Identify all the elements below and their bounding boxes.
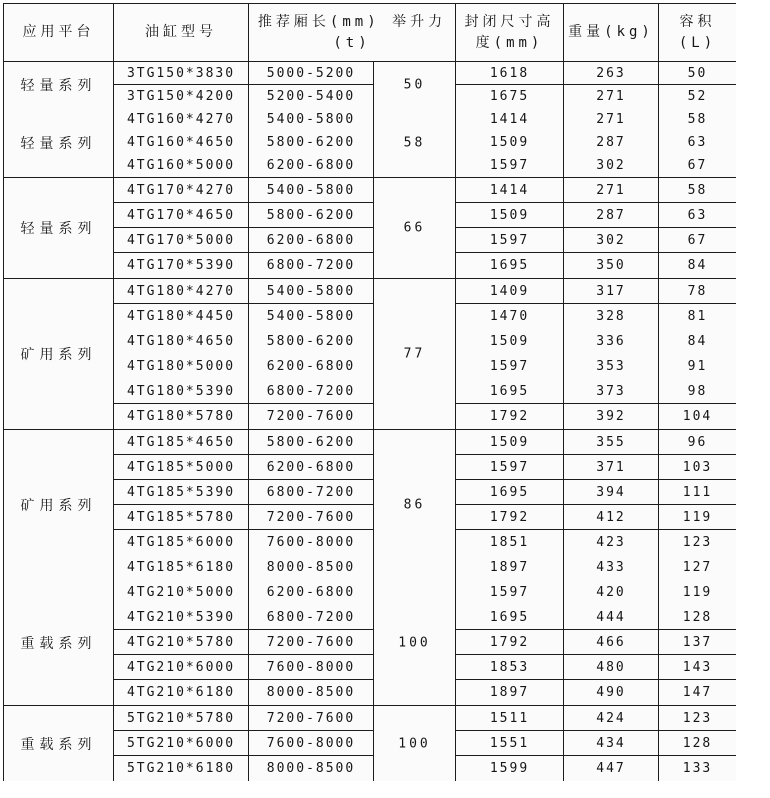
volume-cell: 143 xyxy=(659,655,736,680)
platform-label: 矿用系列 xyxy=(20,347,97,363)
volume-cell: 119 xyxy=(659,580,736,605)
box-length-cell: 5000-5200 xyxy=(249,62,374,85)
table-section xyxy=(4,705,736,781)
platform-label: 矿用系列 xyxy=(20,498,97,514)
weight-cell: 433 xyxy=(564,555,659,580)
model-cell: 5TG210*6180 xyxy=(114,756,249,781)
model-cell: 4TG180*5390 xyxy=(114,379,249,404)
box-length-cell: 5400-5800 xyxy=(249,108,374,131)
volume-cell: 58 xyxy=(659,178,736,203)
volume-cell: 91 xyxy=(659,354,736,379)
platform-cell xyxy=(4,178,114,278)
weight-cell: 424 xyxy=(564,706,659,731)
weight-cell: 434 xyxy=(564,731,659,756)
model-cell: 4TG210*5000 xyxy=(114,580,249,605)
model-cell: 3TG150*4200 xyxy=(114,85,249,108)
model-cell: 3TG150*3830 xyxy=(114,62,249,85)
header-closed-height: 封闭尺寸高度(mm) xyxy=(456,4,564,61)
model-cell: 4TG170*4650 xyxy=(114,203,249,228)
model-cell: 4TG170*5390 xyxy=(114,253,249,278)
weight-cell: 271 xyxy=(564,178,659,203)
closed-height-cell: 1792 xyxy=(456,630,564,655)
model-cell: 4TG210*5390 xyxy=(114,605,249,630)
box-length-cell: 5800-6200 xyxy=(249,203,374,228)
box-length-cell: 5400-5800 xyxy=(249,279,374,304)
model-cell: 4TG185*5390 xyxy=(114,480,249,505)
weight-cell: 336 xyxy=(564,329,659,354)
box-length-cell: 5800-6200 xyxy=(249,131,374,154)
closed-height-cell: 1409 xyxy=(456,279,564,304)
closed-height-cell: 1597 xyxy=(456,228,564,253)
closed-height-cell: 1509 xyxy=(456,329,564,354)
table-section xyxy=(4,177,736,278)
closed-height-cell: 1509 xyxy=(456,131,564,154)
header-volume: 容积(L) xyxy=(659,4,736,61)
box-length-cell: 8000-8500 xyxy=(249,756,374,781)
volume-cell: 104 xyxy=(659,404,736,429)
weight-cell: 466 xyxy=(564,630,659,655)
model-cell: 4TG170*4270 xyxy=(114,178,249,203)
platform-label: 轻量系列 xyxy=(20,78,97,94)
model-cell: 4TG185*4650 xyxy=(114,430,249,455)
model-cell: 4TG185*6000 xyxy=(114,530,249,555)
model-cell: 4TG185*5780 xyxy=(114,505,249,530)
lift-force-cell xyxy=(374,178,456,278)
table-section xyxy=(4,61,736,177)
weight-cell: 373 xyxy=(564,379,659,404)
lift-force-cell xyxy=(374,430,456,705)
lift-force-value: 50 xyxy=(403,77,426,93)
header-weight: 重量(kg) xyxy=(564,4,659,61)
closed-height-cell: 1695 xyxy=(456,605,564,630)
weight-cell: 447 xyxy=(564,756,659,781)
model-cell: 4TG180*5780 xyxy=(114,404,249,429)
volume-cell: 58 xyxy=(659,108,736,131)
closed-height-cell: 1897 xyxy=(456,680,564,705)
model-cell: 4TG210*5780 xyxy=(114,630,249,655)
box-length-cell: 7200-7600 xyxy=(249,404,374,429)
volume-cell: 123 xyxy=(659,706,736,731)
closed-height-cell: 1414 xyxy=(456,108,564,131)
closed-height-cell: 1695 xyxy=(456,480,564,505)
platform-cell xyxy=(4,706,114,781)
volume-cell: 50 xyxy=(659,62,736,85)
header-cylinder-model: 油缸型号 xyxy=(114,4,249,61)
model-cell: 4TG210*6000 xyxy=(114,655,249,680)
weight-cell: 271 xyxy=(564,85,659,108)
lift-force-cell xyxy=(374,279,456,429)
cylinder-spec-table xyxy=(3,3,736,781)
closed-height-cell: 1792 xyxy=(456,404,564,429)
weight-cell: 317 xyxy=(564,279,659,304)
closed-height-cell: 1597 xyxy=(456,455,564,480)
closed-height-cell: 1511 xyxy=(456,706,564,731)
volume-cell: 111 xyxy=(659,480,736,505)
box-length-cell: 6800-7200 xyxy=(249,379,374,404)
volume-cell: 84 xyxy=(659,329,736,354)
lift-force-value: 86 xyxy=(403,497,426,513)
weight-cell: 271 xyxy=(564,108,659,131)
model-cell: 4TG180*4450 xyxy=(114,304,249,329)
closed-height-cell: 1597 xyxy=(456,154,564,177)
box-length-cell: 5800-6200 xyxy=(249,430,374,455)
closed-height-cell: 1509 xyxy=(456,430,564,455)
model-cell: 4TG185*5000 xyxy=(114,455,249,480)
volume-cell: 123 xyxy=(659,530,736,555)
weight-cell: 423 xyxy=(564,530,659,555)
cylinder-table-body xyxy=(4,61,736,781)
box-length-cell: 6200-6800 xyxy=(249,455,374,480)
box-length-cell: 6200-6800 xyxy=(249,154,374,177)
platform-label: 轻量系列 xyxy=(20,135,97,152)
volume-cell: 84 xyxy=(659,253,736,278)
box-length-cell: 5400-5800 xyxy=(249,304,374,329)
box-length-cell: 5200-5400 xyxy=(249,85,374,108)
lift-force-value: 58 xyxy=(403,135,426,150)
volume-cell: 98 xyxy=(659,379,736,404)
weight-cell: 392 xyxy=(564,404,659,429)
closed-height-cell: 1853 xyxy=(456,655,564,680)
box-length-cell: 6800-7200 xyxy=(249,605,374,630)
model-cell: 4TG180*4270 xyxy=(114,279,249,304)
closed-height-cell: 1509 xyxy=(456,203,564,228)
weight-cell: 287 xyxy=(564,203,659,228)
model-cell: 4TG210*6180 xyxy=(114,680,249,705)
closed-height-cell: 1792 xyxy=(456,505,564,530)
volume-cell: 63 xyxy=(659,203,736,228)
header-application-platform: 应用平台 xyxy=(4,4,114,61)
closed-height-cell: 1695 xyxy=(456,379,564,404)
weight-cell: 412 xyxy=(564,505,659,530)
table-header-row xyxy=(4,4,736,61)
box-length-cell: 5400-5800 xyxy=(249,178,374,203)
model-cell: 4TG170*5000 xyxy=(114,228,249,253)
box-length-cell: 7600-8000 xyxy=(249,731,374,756)
closed-height-cell: 1599 xyxy=(456,756,564,781)
closed-height-cell: 1551 xyxy=(456,731,564,756)
volume-cell: 81 xyxy=(659,304,736,329)
weight-cell: 394 xyxy=(564,480,659,505)
closed-height-cell: 1675 xyxy=(456,85,564,108)
box-length-cell: 7200-7600 xyxy=(249,505,374,530)
weight-cell: 353 xyxy=(564,354,659,379)
box-length-cell: 5800-6200 xyxy=(249,329,374,354)
platform-label: 重载系列 xyxy=(20,635,97,652)
platform-cell xyxy=(4,279,114,429)
model-cell: 4TG160*4270 xyxy=(114,108,249,131)
closed-height-cell: 1897 xyxy=(456,555,564,580)
volume-cell: 63 xyxy=(659,131,736,154)
volume-cell: 103 xyxy=(659,455,736,480)
table-section xyxy=(4,278,736,429)
weight-cell: 328 xyxy=(564,304,659,329)
closed-height-cell: 1851 xyxy=(456,530,564,555)
weight-cell: 355 xyxy=(564,430,659,455)
model-cell: 5TG210*6000 xyxy=(114,731,249,756)
closed-height-cell: 1695 xyxy=(456,253,564,278)
volume-cell: 137 xyxy=(659,630,736,655)
box-length-cell: 6800-7200 xyxy=(249,253,374,278)
weight-cell: 420 xyxy=(564,580,659,605)
volume-cell: 119 xyxy=(659,505,736,530)
weight-cell: 302 xyxy=(564,228,659,253)
lift-force-cell xyxy=(374,62,456,177)
box-length-cell: 8000-8500 xyxy=(249,680,374,705)
box-length-cell: 7600-8000 xyxy=(249,655,374,680)
box-length-cell: 7600-8000 xyxy=(249,530,374,555)
volume-cell: 67 xyxy=(659,228,736,253)
weight-cell: 444 xyxy=(564,605,659,630)
closed-height-cell: 1414 xyxy=(456,178,564,203)
box-length-cell: 7200-7600 xyxy=(249,630,374,655)
weight-cell: 287 xyxy=(564,131,659,154)
platform-label: 轻量系列 xyxy=(20,221,97,237)
volume-cell: 147 xyxy=(659,680,736,705)
box-length-cell: 8000-8500 xyxy=(249,555,374,580)
weight-cell: 480 xyxy=(564,655,659,680)
box-length-cell: 7200-7600 xyxy=(249,706,374,731)
lift-force-value: 77 xyxy=(403,346,426,362)
platform-label: 重载系列 xyxy=(20,736,97,753)
model-cell: 5TG210*5780 xyxy=(114,706,249,731)
volume-cell: 78 xyxy=(659,279,736,304)
lift-force-cell xyxy=(374,706,456,781)
model-cell: 4TG160*5000 xyxy=(114,154,249,177)
platform-cell xyxy=(4,62,114,177)
model-cell: 4TG185*6180 xyxy=(114,555,249,580)
volume-cell: 127 xyxy=(659,555,736,580)
closed-height-cell: 1470 xyxy=(456,304,564,329)
model-cell: 4TG160*4650 xyxy=(114,131,249,154)
lift-force-value: 100 xyxy=(398,635,431,650)
weight-cell: 350 xyxy=(564,253,659,278)
weight-cell: 490 xyxy=(564,680,659,705)
box-length-cell: 6200-6800 xyxy=(249,580,374,605)
closed-height-cell: 1618 xyxy=(456,62,564,85)
volume-cell: 96 xyxy=(659,430,736,455)
lift-force-value: 100 xyxy=(398,736,431,751)
model-cell: 4TG180*4650 xyxy=(114,329,249,354)
lift-force-value: 66 xyxy=(403,220,426,236)
volume-cell: 128 xyxy=(659,605,736,630)
closed-height-cell: 1597 xyxy=(456,354,564,379)
weight-cell: 371 xyxy=(564,455,659,480)
closed-height-cell: 1597 xyxy=(456,580,564,605)
volume-cell: 52 xyxy=(659,85,736,108)
model-cell: 4TG180*5000 xyxy=(114,354,249,379)
box-length-cell: 6800-7200 xyxy=(249,480,374,505)
platform-cell xyxy=(4,430,114,705)
weight-cell: 302 xyxy=(564,154,659,177)
volume-cell: 128 xyxy=(659,731,736,756)
volume-cell: 67 xyxy=(659,154,736,177)
header-box-length-and-lift-force: 推荐厢长(mm) 举升力(t) xyxy=(249,4,456,61)
box-length-cell: 6200-6800 xyxy=(249,228,374,253)
box-length-cell: 6200-6800 xyxy=(249,354,374,379)
volume-cell: 133 xyxy=(659,756,736,781)
weight-cell: 263 xyxy=(564,62,659,85)
table-section xyxy=(4,429,736,705)
